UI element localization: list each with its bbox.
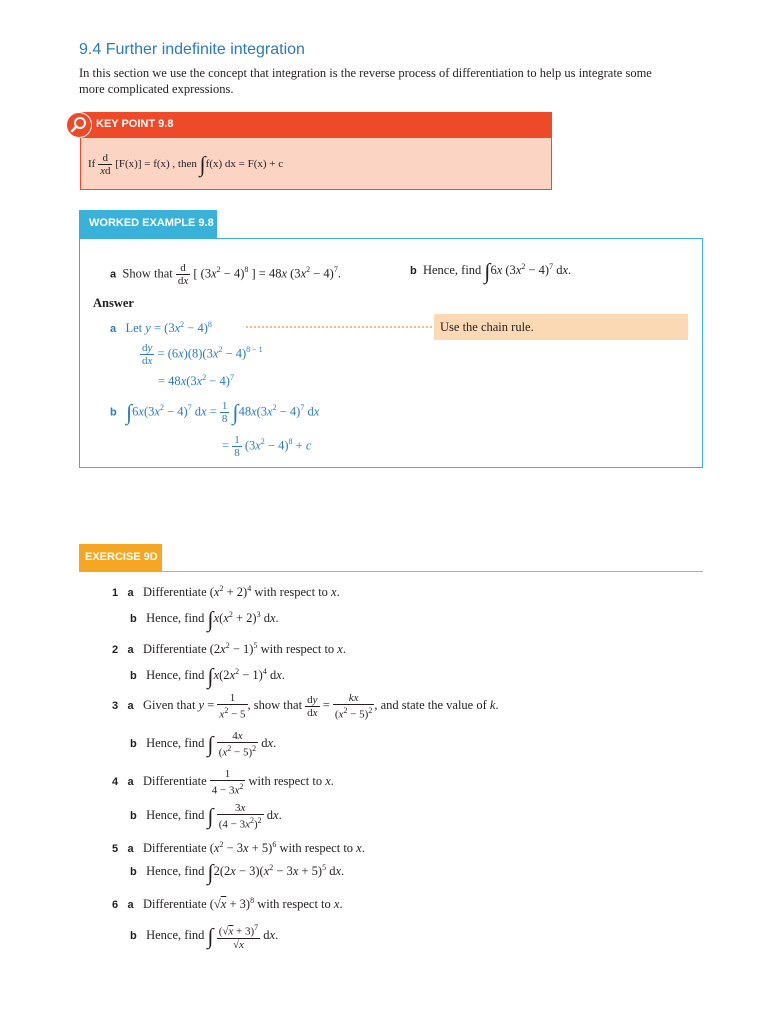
question-4a: 4 a Differentiate $\frac{1}{4 - 3x^2}$ with respect to x. [112, 768, 334, 797]
exercise-rule [162, 571, 703, 572]
question-4b: b Hence, find ∫ $\frac{3x}{(4 - 3x^2)^2}$ dx. [130, 802, 282, 831]
question-2b: b Hence, find $\int x(2x^2 - 1)^4$ dx. [130, 663, 285, 689]
question-2a: 2 a Differentiate $(2x^2 - 1)^5$ with respect to x. [112, 641, 346, 657]
question-5b: b Hence, find $\int 2(2x - 3)(x^2 - 3x + 5)^5$ dx. [130, 859, 345, 885]
answer-a-line1: a Let $y = (3x^2 - 4)^8$ [110, 320, 212, 336]
section-title: 9.4 Further indefinite integration [79, 41, 305, 58]
section-intro: In this section we use the concept that integration is the reverse process of differentiation to help us integrate some more complicated expressions. [79, 66, 652, 96]
key-point-title: KEY POINT 9.8 [96, 118, 174, 130]
question-3a: 3 a Given that y = $\frac{1}{x^2 - 5}$ , show that $\frac{dy}{dx}$ = $\frac{kx}{(x^2 - 5)^2}$ , and state the value of k. [112, 692, 499, 721]
question-3b: b Hence, find ∫ $\frac{4x}{(x^2 - 5)^2}$ dx. [130, 730, 277, 759]
question-1b: b Hence, find $\int x(x^2 + 2)^3$ dx. [130, 606, 279, 632]
answer-a-line2: $\frac{dy}{dx}$ = $(6x)(8)(3x^2 - 4)^{8 - 1}$ [142, 342, 263, 367]
answer-b-line2: = $\frac{1}{8}$ $(3x^2 - 4)^8 + c$ [222, 434, 312, 459]
question-6a: 6 a Differentiate $(√x + 3)^8$ with respect to x. [112, 896, 343, 912]
dotted-leader [246, 326, 432, 328]
magnifier-icon [66, 112, 92, 138]
worked-example-part-a: a Show that $\frac{d}{dx}$ [ $(3x^2 - 4)^8$ ] = 48x $(3x^2 - 4)^7$. [110, 262, 341, 287]
question-5a: 5 a Differentiate $(x^2 - 3x + 5)^6$ with respect to x. [112, 840, 365, 856]
question-1a: 1 a Differentiate $(x^2 + 2)^4$ with respect to x. [112, 584, 340, 600]
key-point-formula: If $\frac{d}{xd}$ [F(x)] = f(x) , then ∫f(x) dx = F(x) + c [88, 151, 284, 177]
answer-a-line3: = $48x(3x^2 - 4)^7$ [158, 373, 234, 389]
chain-rule-note: Use the chain rule. [440, 320, 534, 334]
answer-label: Answer [93, 296, 134, 310]
question-6b: b Hence, find ∫ $\frac{(√x + 3)^7}{√x}$ dx. [130, 923, 279, 951]
exercise-title: EXERCISE 9D [85, 551, 158, 563]
answer-b-line1: b $\int 6x(3x^2 - 4)^7$ dx = $\frac{1}{8}$ $\int 48x(3x^2 - 4)^7$ dx [110, 399, 320, 425]
worked-example-part-b: b Hence, find ∫6x $(3x^2 - 4)^7$ dx. [410, 258, 572, 284]
worked-example-title: WORKED EXAMPLE 9.8 [89, 217, 214, 229]
